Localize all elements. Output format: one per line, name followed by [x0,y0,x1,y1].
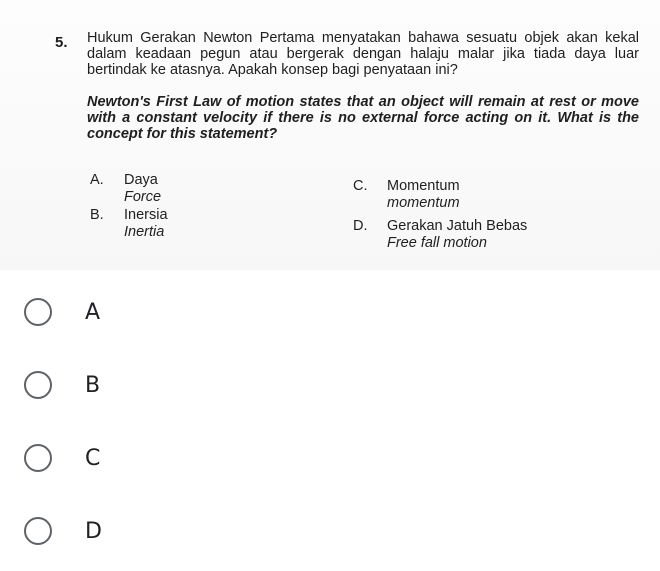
choice-d[interactable] [24,511,102,551]
option-b [90,207,168,241]
option-c [353,178,460,212]
option-english: momentum [387,195,460,211]
option-malay: Momentum [387,178,460,194]
radio-button-c[interactable] [24,444,52,472]
option-letter: C. [353,178,368,194]
choice-label-d[interactable]: D [85,518,102,544]
option-malay: Gerakan Jatuh Bebas [387,218,528,234]
choice-a[interactable] [24,292,100,332]
option-english: Inertia [124,224,165,240]
choice-label-b[interactable]: B [85,372,101,398]
question-number: 5. [55,34,68,51]
option-d [353,218,527,252]
radio-button-d[interactable] [24,517,52,545]
question-image [0,0,660,270]
question-text-english: Newton's First Law of motion states that an object will remain at rest or move with a constant velocity if there is no external force acting on it. What is the concept for this statement? [87,94,639,142]
option-letter: D. [353,218,368,234]
option-a [90,172,161,206]
option-english: Force [124,189,162,205]
radio-button-b[interactable] [24,371,52,399]
choice-label-a[interactable]: A [85,299,101,325]
option-english: Free fall motion [387,235,487,251]
choice-label-c[interactable]: C [85,445,101,471]
option-letter: A. [90,172,104,188]
option-malay: Daya [124,172,158,188]
choice-b[interactable] [24,365,100,405]
question-text-malay: Hukum Gerakan Newton Pertama menyatakan bahawa sesuatu objek akan kekal dalam keadaan pegun atau bergerak dengan halaju malar jika tiada daya luar bertindak ke atasnya. Apakah konsep bagi penyataan ini? [87,30,639,78]
radio-button-a[interactable] [24,298,52,326]
option-malay: Inersia [124,207,168,223]
choice-c[interactable] [24,438,100,478]
option-letter: B. [90,207,104,223]
